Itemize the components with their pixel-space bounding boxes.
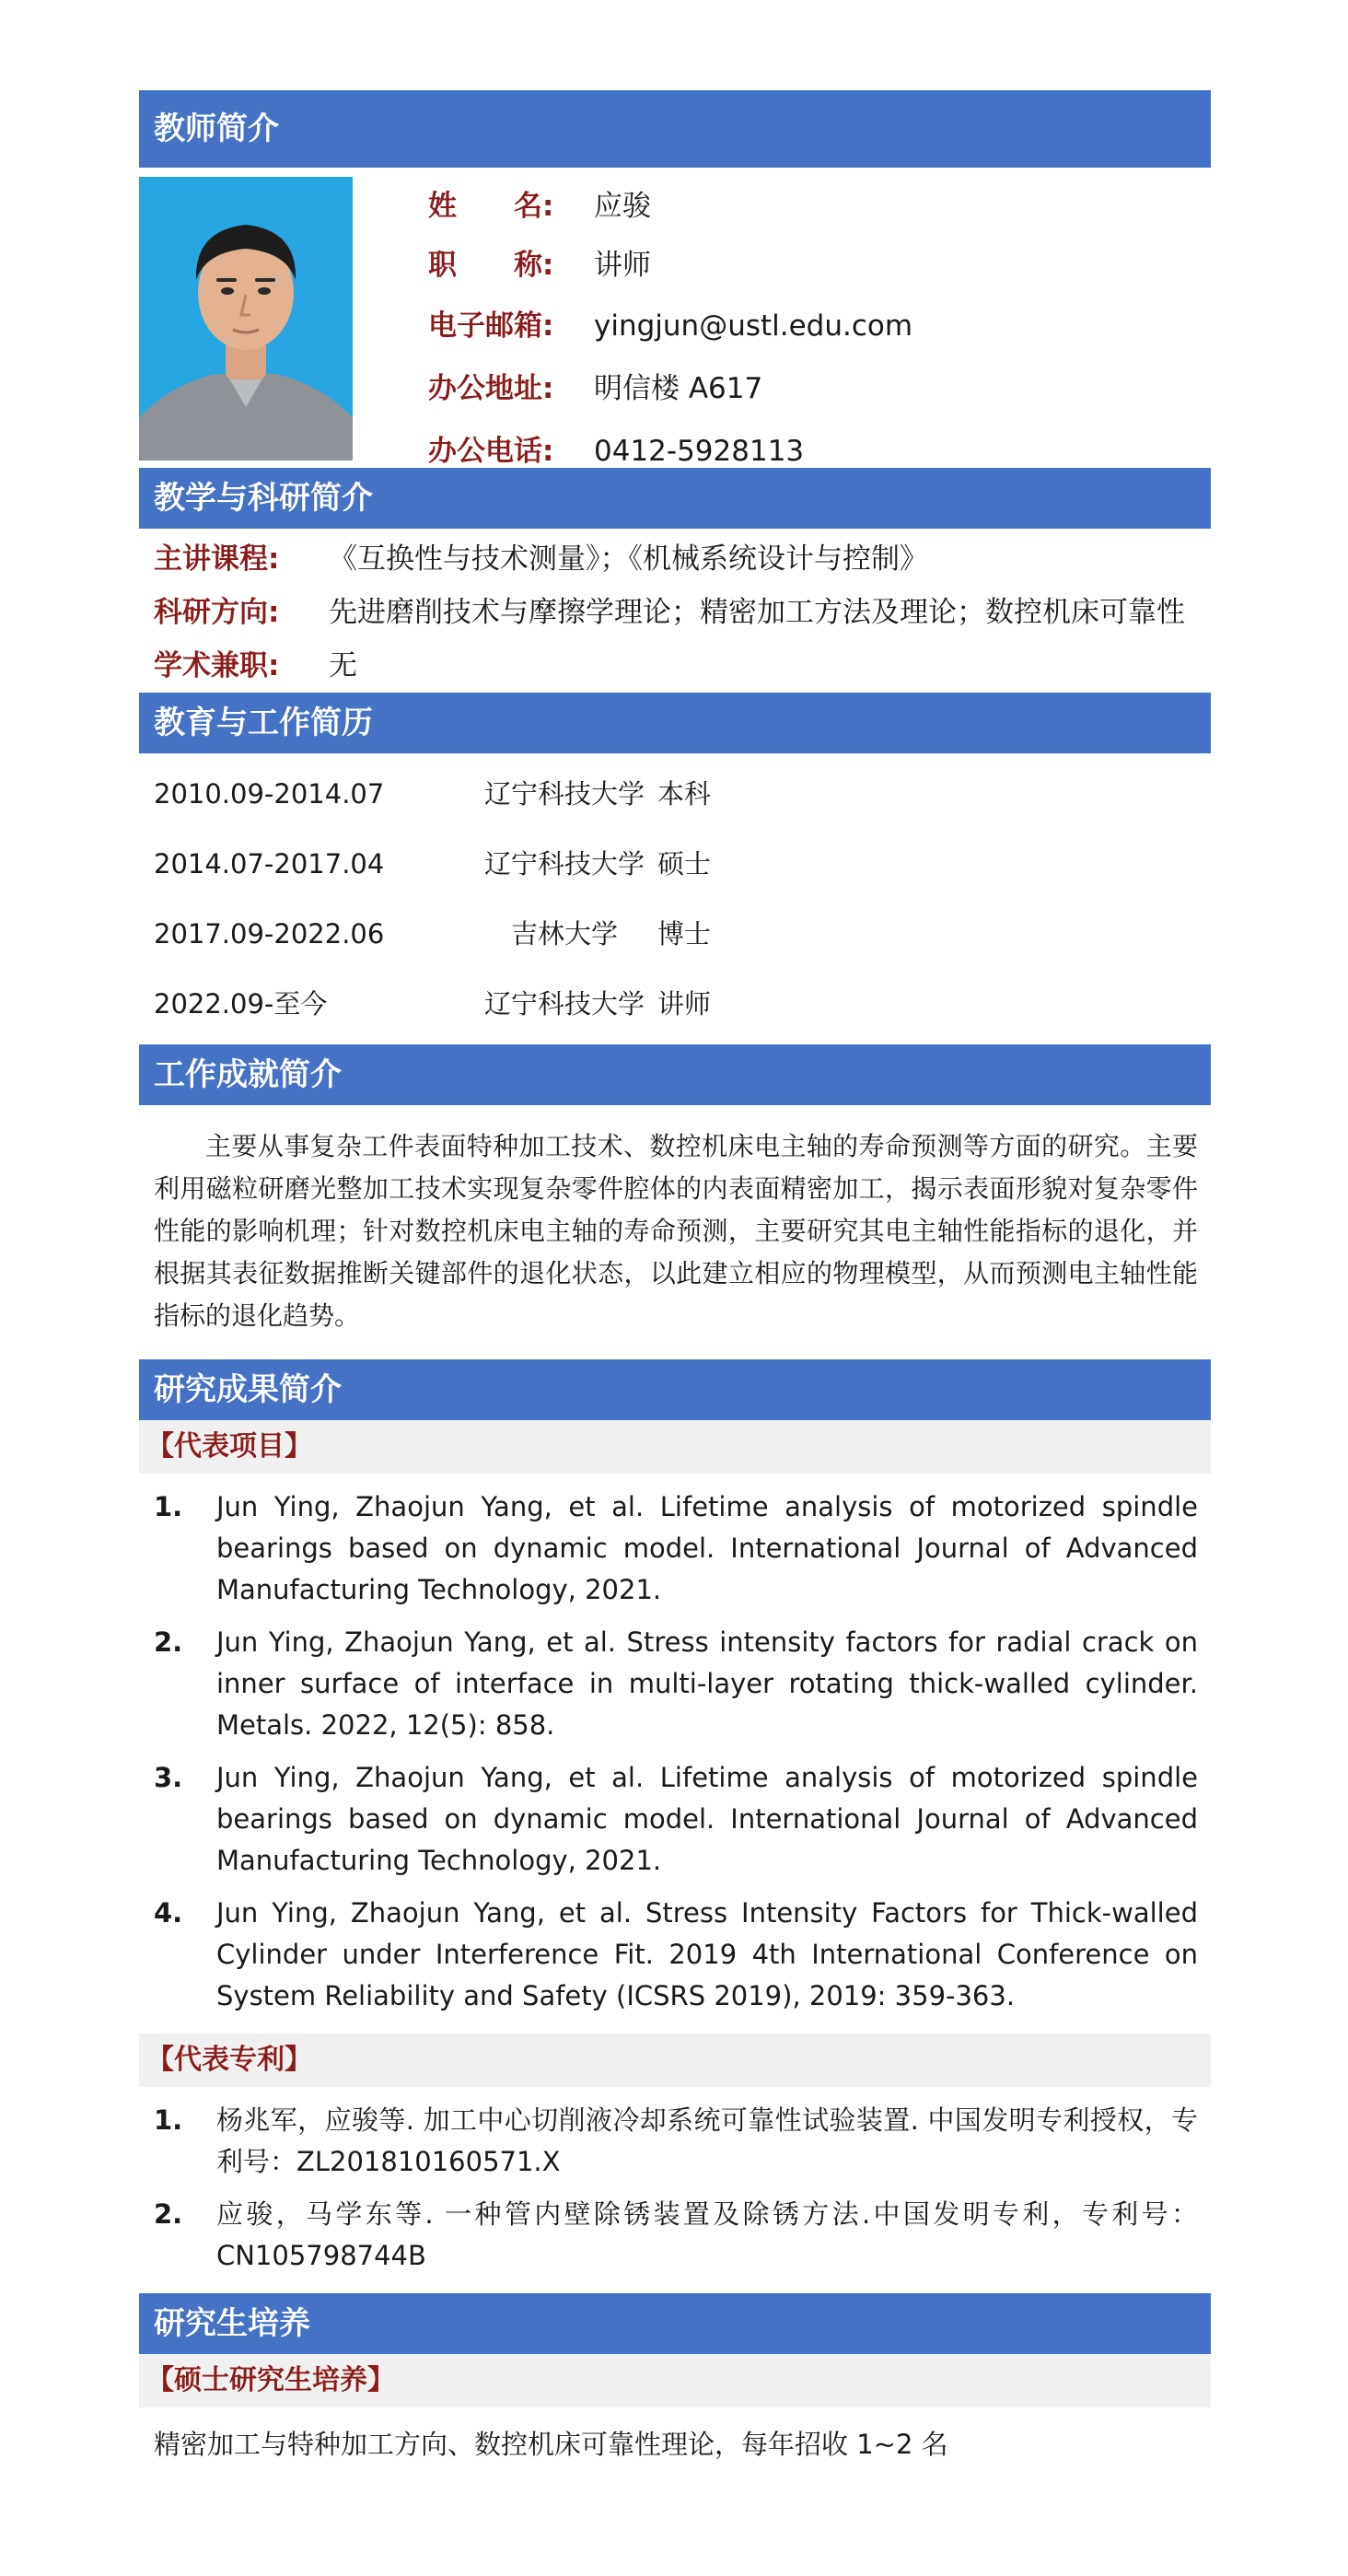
section-title-achievements: 工作成就简介	[139, 1044, 1211, 1105]
list-item-number: 3.	[154, 1762, 183, 1793]
info-label: 办公电话:	[428, 435, 554, 468]
education-date: 2010.09-2014.07	[154, 778, 385, 810]
list-item-text: Jun Ying, Zhaojun Yang, et al. Lifetime analysis of motorized spindle bearings based on dynamic model. International Journal of Advanced Manufacturing Technology, 2021.	[216, 1491, 1198, 1605]
portrait-image	[139, 177, 353, 460]
list-item-number: 4.	[154, 1897, 183, 1929]
info-row-title	[428, 247, 651, 284]
education-row	[139, 829, 1211, 899]
education-degree: 本科	[657, 778, 711, 810]
list-item-number: 1.	[154, 1491, 183, 1522]
graduate-text: 精密加工与特种加工方向、数控机床可靠性理论，每年招收 1~2 名	[154, 2429, 948, 2460]
profile-block	[139, 168, 1211, 468]
list-item	[139, 2194, 1211, 2277]
academic-post-value: 无	[329, 649, 357, 682]
courses-label: 主讲课程:	[154, 542, 280, 576]
list-item-text: Jun Ying, Zhaojun Yang, et al. Stress Intensity Factors for Thick-walled Cylinder under Interference Fit. 2019 4th International Conference on System Reliability and Safety (ICSRS 2019), 2019: 359-363.	[216, 1897, 1198, 2011]
section-title-graduate: 研究生培养	[139, 2293, 1211, 2354]
info-label: 职 称:	[428, 249, 554, 282]
education-school: 吉林大学	[510, 918, 618, 950]
list-item-text: 杨兆军，应骏等. 加工中心切削液冷却系统可靠性试验装置. 中国发明专利授权，专利号：ZL201810160571.X	[216, 2104, 1198, 2177]
info-row-office	[428, 370, 762, 407]
achievements-text: 主要从事复杂工件表面特种加工技术、数控机床电主轴的寿命预测等方面的研究。主要利用磁粒研磨光整加工技术实现复杂零件腔体的内表面精密加工，揭示表面形貌对复杂零件性能的影响机理；针对数控机床电主轴的寿命预测，主要研究其电主轴性能指标的退化，并根据其表征数据推断关键部件的退化状态，以此建立相应的物理模型，从而预测电主轴性能指标的退化趋势。	[154, 1131, 1198, 1331]
info-value: 明信楼 A617	[594, 372, 763, 405]
info-value: 0412-5928113	[594, 435, 805, 468]
research-direction-row	[139, 584, 1211, 641]
list-item	[139, 1486, 1211, 1611]
list-item-number: 1.	[154, 2104, 183, 2136]
research-direction-value: 先进磨削技术与摩擦学理论；精密加工方法及理论；数控机床可靠性	[329, 596, 1185, 629]
info-value: 讲师	[594, 249, 651, 282]
teacher-photo	[139, 177, 353, 460]
projects-subtitle: 【代表项目】	[139, 1420, 1211, 1474]
info-row-name	[428, 188, 651, 225]
academic-post-label: 学术兼职:	[154, 649, 280, 682]
education-school: 辽宁科技大学	[483, 778, 645, 810]
info-row-email	[428, 308, 912, 344]
courses-value: 《互换性与技术测量》；《机械系统设计与控制》	[329, 542, 928, 576]
teacher-profile-page	[139, 90, 1211, 2481]
education-date: 2014.07-2017.04	[154, 848, 385, 880]
list-item-text: Jun Ying, Zhaojun Yang, et al. Stress intensity factors for radial crack on inner surface of interface in multi-layer rotating thick-walled cylinder. Metals. 2022, 12(5): 858.	[216, 1626, 1198, 1741]
research-direction-label: 科研方向:	[154, 596, 280, 629]
education-degree: 硕士	[657, 848, 711, 880]
education-school: 辽宁科技大学	[483, 988, 645, 1020]
email-link[interactable]: yingjun@ustl.edu.com	[594, 309, 913, 343]
education-degree: 博士	[657, 918, 711, 950]
list-item	[139, 1893, 1211, 2017]
education-row	[139, 899, 1211, 969]
patents-list	[139, 2087, 1211, 2293]
academic-post-row	[139, 641, 1211, 691]
courses-row	[139, 534, 1211, 584]
list-item	[139, 1757, 1211, 1882]
info-value: 应骏	[594, 190, 651, 223]
info-label: 姓 名:	[428, 190, 554, 223]
education-degree: 讲师	[657, 988, 711, 1020]
info-label: 办公地址:	[428, 372, 554, 405]
projects-list	[139, 1474, 1211, 2034]
list-item-number: 2.	[154, 1626, 183, 1658]
section-title-research: 研究成果简介	[139, 1359, 1211, 1420]
section-title-teaching: 教学与科研简介	[139, 468, 1211, 529]
list-item	[139, 2100, 1211, 2183]
education-row	[139, 759, 1211, 829]
patents-subtitle: 【代表专利】	[139, 2034, 1211, 2087]
graduate-subtitle: 【硕士研究生培养】	[139, 2354, 1211, 2407]
education-list	[139, 753, 1211, 1044]
list-item-text: 应骏，马学东等. 一种管内壁除锈装置及除锈方法.中国发明专利，专利号：CN105798744B	[216, 2198, 1198, 2271]
list-item-number: 2.	[154, 2198, 183, 2230]
section-title-education: 教育与工作简历	[139, 693, 1211, 753]
education-date: 2017.09-2022.06	[154, 918, 385, 950]
list-item	[139, 1622, 1211, 1746]
info-label: 电子邮箱:	[428, 309, 554, 343]
info-row-phone	[428, 433, 804, 470]
education-date: 2022.09-至今	[154, 988, 328, 1020]
section-title-intro: 教师简介	[139, 90, 1211, 168]
list-item-text: Jun Ying, Zhaojun Yang, et al. Lifetime analysis of motorized spindle bearings based on dynamic model. International Journal of Advanced Manufacturing Technology, 2021.	[216, 1762, 1198, 1876]
education-row	[139, 969, 1211, 1039]
education-school: 辽宁科技大学	[483, 848, 645, 880]
teaching-block	[139, 529, 1211, 693]
